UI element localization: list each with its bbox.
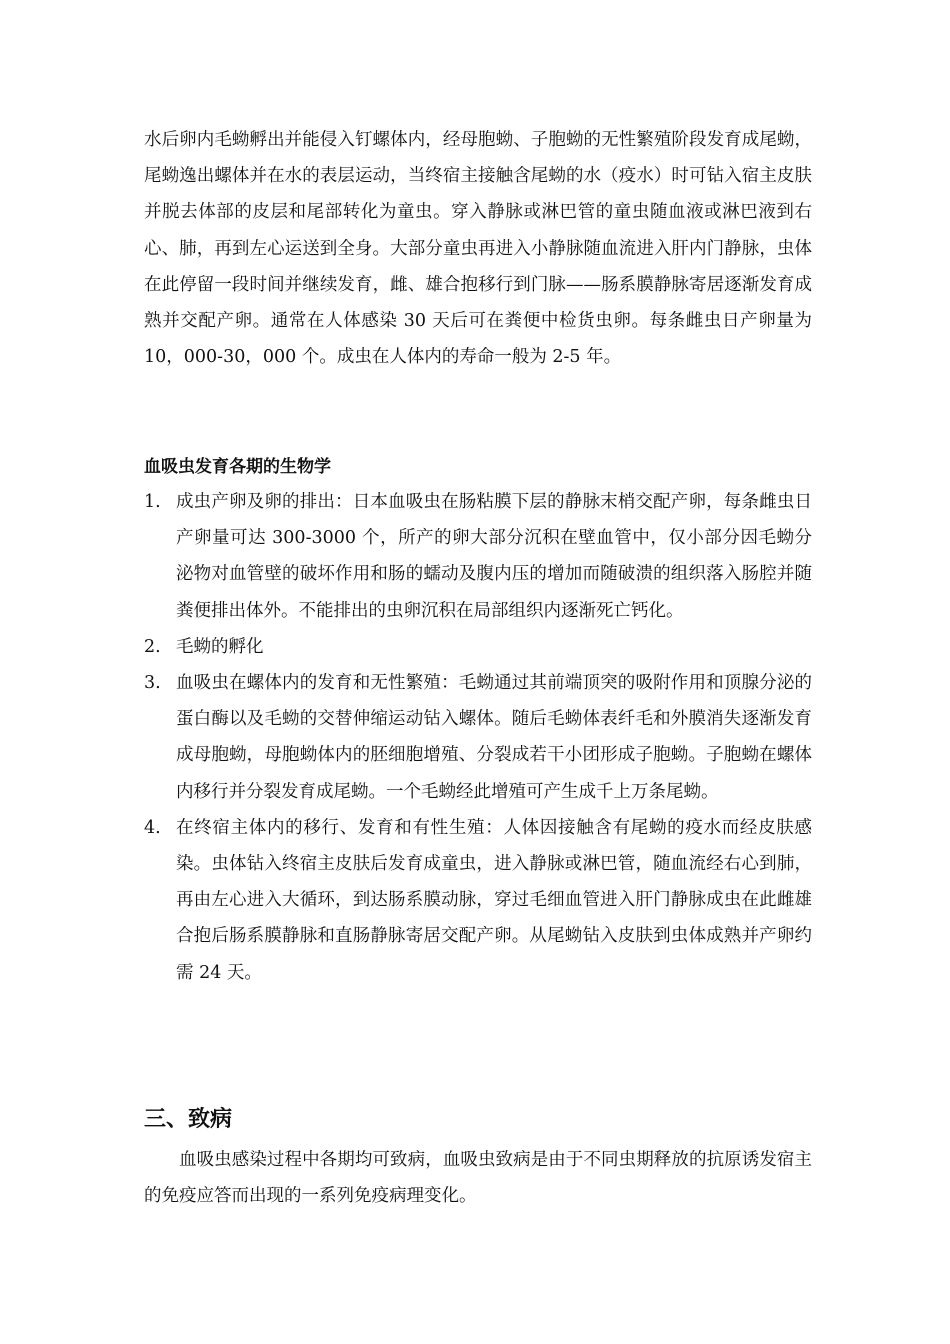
list-item-number: 3. (144, 673, 161, 694)
development-stage-list (144, 484, 812, 991)
list-item-text: 在终宿主体内的移行、发育和有性生殖：人体因接触含有尾蚴的疫水而经皮肤感染。虫体钻入终宿主皮肤后发育成童虫，进入静脉或淋巴管，随血流经右心到肺，再由左心进入大循环，到达肠系膜动脉，穿过毛细血管进入肝门静脉成虫在此雌雄合抱后肠系膜静脉和直肠静脉寄居交配产卵。从尾蚴钻入皮肤到虫体成熟并产卵约需 24 天。 (176, 817, 812, 983)
list-item-number: 2. (144, 636, 161, 657)
biology-heading: 血吸虫发育各期的生物学 (144, 457, 331, 477)
list-item-number: 4. (144, 817, 161, 838)
pathogenesis-title: 三、致病 (144, 1107, 233, 1132)
list-item-miracidium-hatching (144, 629, 812, 665)
list-item-text: 血吸虫在螺体内的发育和无性繁殖：毛蚴通过其前端顶突的吸附作用和顶腺分泌的蛋白酶以及毛蚴的交替伸缩运动钻入螺体。随后毛蚴体表纤毛和外膜消失逐渐发育成母胞蚴，母胞蚴体内的胚细胞增殖、分裂成若干小团形成子胞蚴。子胞蚴在螺体内移行并分裂发育成尾蚴。一个毛蚴经此增殖可产生成千上万条尾蚴。 (176, 673, 812, 802)
list-item-snail-development (144, 665, 812, 810)
list-item-adult-egg-laying (144, 484, 812, 629)
list-item-text: 成虫产卵及卵的排出：日本血吸虫在肠粘膜下层的静脉末梢交配产卵，每条雌虫日产卵量可达 300-3000 个，所产的卵大部分沉积在壁血管中，仅小部分因毛蚴分泌物对血管壁的破坏作用和肠的蠕动及腹内压的增加而随破溃的组织落入肠腔并随粪便排出体外。不能排出的虫卵沉积在局部组织内逐渐死亡钙化。 (176, 492, 812, 621)
pathogenesis-paragraph: 血吸虫感染过程中各期均可致病，血吸虫致病是由于不同虫期释放的抗原诱发宿主的免疫应答而出现的一系列免疫病理变化。 (144, 1150, 812, 1207)
list-item-number: 1. (144, 492, 161, 512)
intro-paragraph: 水后卵内毛蚴孵出并能侵入钉螺体内，经母胞蚴、子胞蚴的无性繁殖阶段发育成尾蚴，尾蚴逸出螺体并在水的表层运动，当终宿主接触含尾蚴的水（疫水）时可钻入宿主皮肤并脱去体部的皮层和尾部转化为童虫。穿入静脉或淋巴管的童虫随血液或淋巴液到右心、肺，再到左心运送到全身。大部分童虫再进入小静脉随血流进入肝内门静脉，虫体在此停留一段时间并继续发育，雌、雄合抱移行到门脉——肠系膜静脉寄居逐渐发育成熟并交配产卵。通常在人体感染 30 天后可在粪便中检货虫卵。每条雌虫日产卵量为 10，000-30，000 个。成虫在人体内的寿命一般为 2-5 年。 (144, 130, 812, 368)
list-item-host-migration (144, 810, 812, 991)
list-item-text: 毛蚴的孵化 (176, 636, 264, 657)
